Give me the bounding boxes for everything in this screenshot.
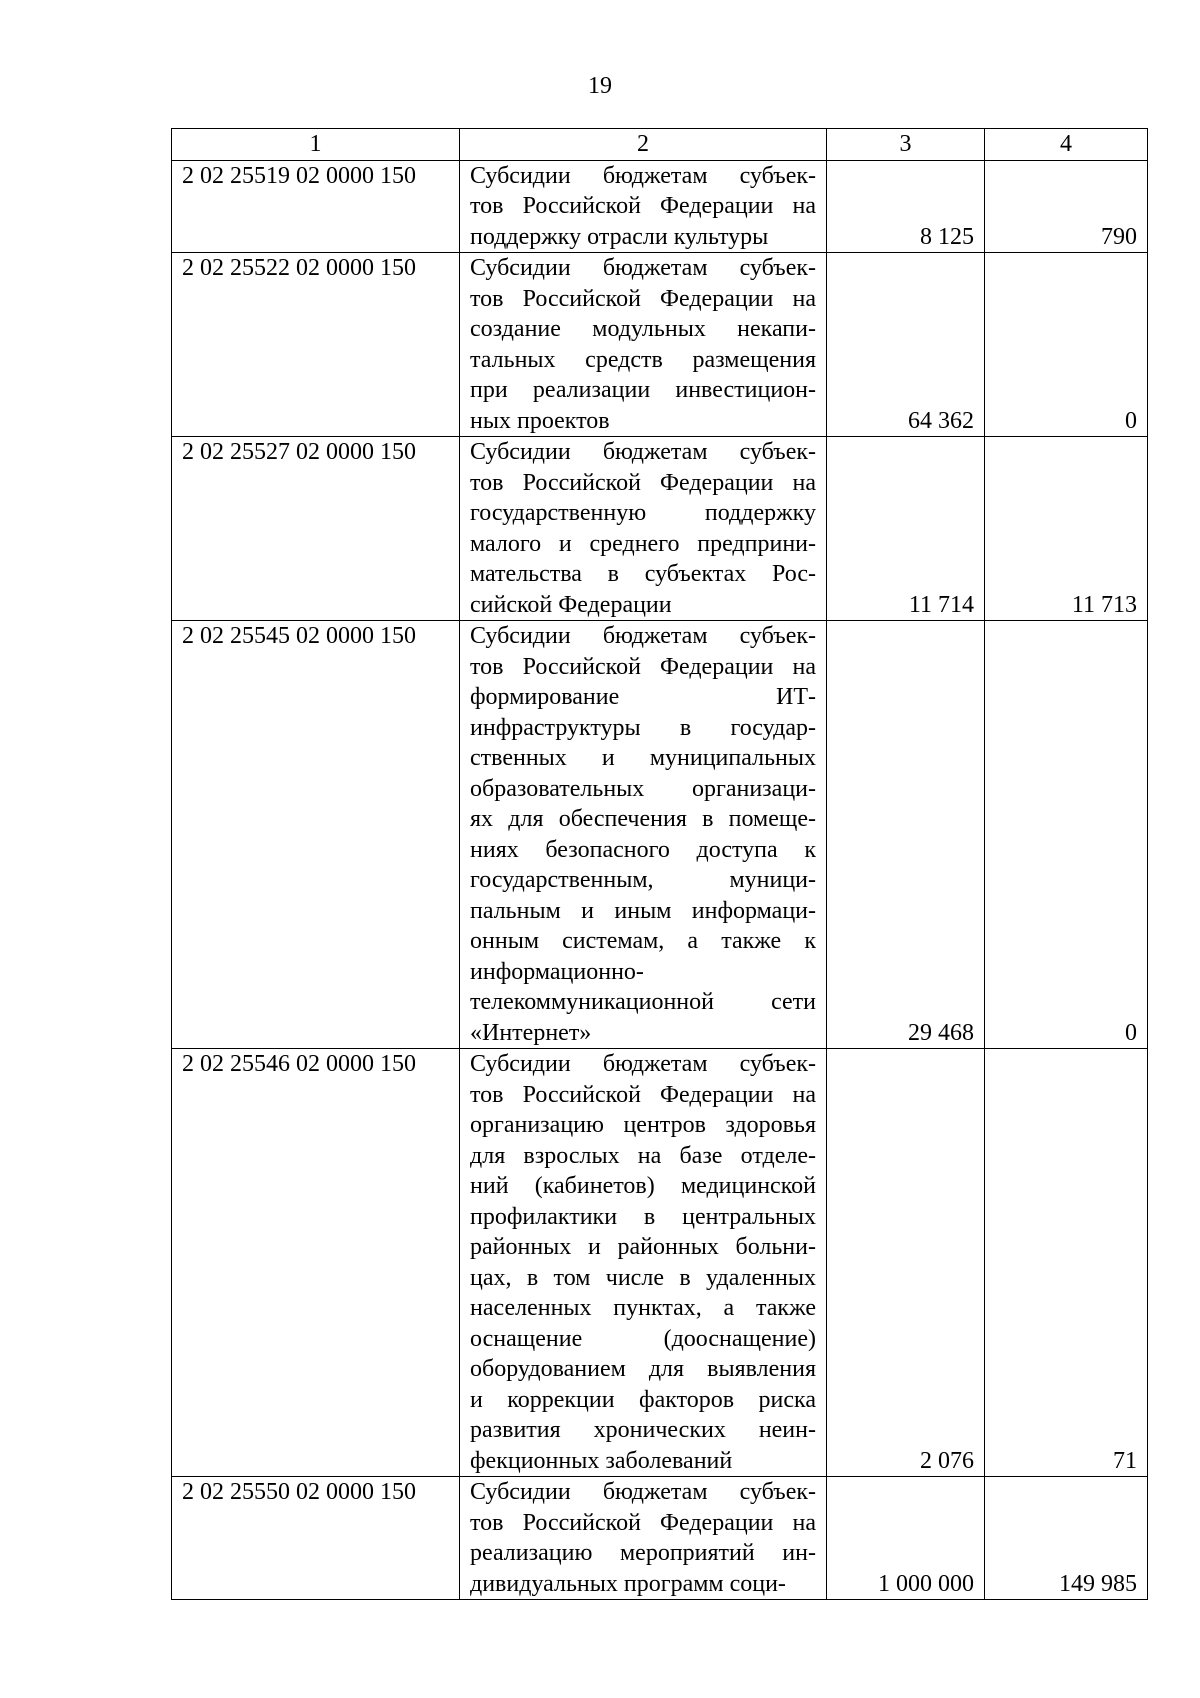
description-cell <box>460 253 827 437</box>
budget-code-cell: 2 02 25522 02 0000 150 <box>172 253 460 437</box>
table-row <box>172 621 1148 1049</box>
amount-col4-cell: 0 <box>985 621 1148 1049</box>
description-line: дивидуальных программ соци- <box>470 1570 786 1597</box>
amount-col3-cell: 64 362 <box>827 253 985 437</box>
table-row <box>172 437 1148 621</box>
amount-col4-cell: 149 985 <box>985 1477 1148 1600</box>
description-cell <box>460 437 827 621</box>
page-number: 19 <box>588 73 612 99</box>
description-line: Субсидии бюджетам субъек- <box>470 439 816 465</box>
budget-code-cell: 2 02 25545 02 0000 150 <box>172 621 460 1049</box>
description-line: малого и среднего предприни- <box>470 530 816 557</box>
amount-col4-cell: 71 <box>985 1049 1148 1477</box>
description-line: тальных средств размещения <box>470 346 816 373</box>
column-header: 1 <box>172 129 460 161</box>
table-header-row <box>172 129 1148 161</box>
description-cell <box>460 1477 827 1600</box>
description-line: реализацию мероприятий ин- <box>470 1540 816 1566</box>
description-line: «Интернет» <box>470 1019 592 1046</box>
description-line: государственным, муници- <box>470 867 816 893</box>
description-line: поддержку отрасли культуры <box>470 223 769 250</box>
budget-table <box>171 128 1148 1600</box>
table-row <box>172 1049 1148 1477</box>
description-line: ний (кабинетов) медицинской <box>470 1173 816 1199</box>
description-line: государственную поддержку <box>470 500 816 526</box>
description-line: Субсидии бюджетам субъек- <box>470 1051 816 1077</box>
table-row <box>172 1477 1148 1600</box>
amount-col3-cell: 29 468 <box>827 621 985 1049</box>
description-line: и коррекции факторов риска <box>470 1386 816 1413</box>
description-line: организацию центров здоровья <box>470 1112 816 1138</box>
budget-code-cell: 2 02 25527 02 0000 150 <box>172 437 460 621</box>
description-line: тов Российской Федерации на <box>470 469 816 496</box>
description-line: создание модульных некапи- <box>470 316 816 342</box>
description-line: формирование ИТ- <box>470 684 816 710</box>
description-line: информационно- <box>470 958 644 985</box>
description-line: фекционных заболеваний <box>470 1447 733 1474</box>
description-line: Субсидии бюджетам субъек- <box>470 162 816 189</box>
table-row <box>172 160 1148 253</box>
description-line: ственных и муниципальных <box>470 745 816 771</box>
column-header: 4 <box>985 129 1148 161</box>
description-line: Субсидии бюджетам субъек- <box>470 623 816 649</box>
description-line: районных и районных больни- <box>470 1234 816 1260</box>
description-line: инфраструктуры в государ- <box>470 714 816 741</box>
description-line: ях для обеспечения в помеще- <box>470 806 816 832</box>
description-line: тов Российской Федерации на <box>470 285 816 312</box>
amount-col3-cell: 11 714 <box>827 437 985 621</box>
amount-col3-cell: 1 000 000 <box>827 1477 985 1600</box>
budget-code-cell: 2 02 25519 02 0000 150 <box>172 160 460 253</box>
description-line: профилактики в центральных <box>470 1203 816 1230</box>
description-line: образовательных организаци- <box>470 775 816 802</box>
description-line: пальным и иным информаци- <box>470 897 816 924</box>
description-line: тов Российской Федерации на <box>470 193 816 219</box>
budget-code-cell: 2 02 25546 02 0000 150 <box>172 1049 460 1477</box>
description-line: сийской Федерации <box>470 591 672 618</box>
description-line: оснащение (дооснащение) <box>470 1325 816 1352</box>
description-line: при реализации инвестицион- <box>470 377 816 403</box>
description-line: Субсидии бюджетам субъек- <box>470 255 816 281</box>
description-line: для взрослых на базе отделе- <box>470 1142 816 1169</box>
amount-col4-cell: 0 <box>985 253 1148 437</box>
amount-col3-cell: 8 125 <box>827 160 985 253</box>
column-header: 3 <box>827 129 985 161</box>
description-cell <box>460 1049 827 1477</box>
budget-code-cell: 2 02 25550 02 0000 150 <box>172 1477 460 1600</box>
description-line: развития хронических неин- <box>470 1417 816 1443</box>
description-line: оборудованием для выявления <box>470 1356 816 1382</box>
description-cell <box>460 621 827 1049</box>
amount-col4-cell: 11 713 <box>985 437 1148 621</box>
description-line: ных проектов <box>470 407 610 434</box>
description-line: Субсидии бюджетам субъек- <box>470 1479 816 1505</box>
description-line: тов Российской Федерации на <box>470 1509 816 1536</box>
description-line: тов Российской Федерации на <box>470 1081 816 1108</box>
description-line: мательства в субъектах Рос- <box>470 561 816 587</box>
description-line: цах, в том числе в удаленных <box>470 1264 816 1291</box>
amount-col4-cell: 790 <box>985 160 1148 253</box>
description-line: телекоммуникационной сети <box>470 989 816 1015</box>
description-line: тов Российской Федерации на <box>470 653 816 680</box>
description-line: онным системам, а также к <box>470 928 816 954</box>
description-line: ниях безопасного доступа к <box>470 836 816 863</box>
column-header: 2 <box>460 129 827 161</box>
description-cell <box>460 160 827 253</box>
table-row <box>172 253 1148 437</box>
amount-col3-cell: 2 076 <box>827 1049 985 1477</box>
table-body <box>172 160 1148 1600</box>
description-line: населенных пунктах, а также <box>470 1295 816 1321</box>
